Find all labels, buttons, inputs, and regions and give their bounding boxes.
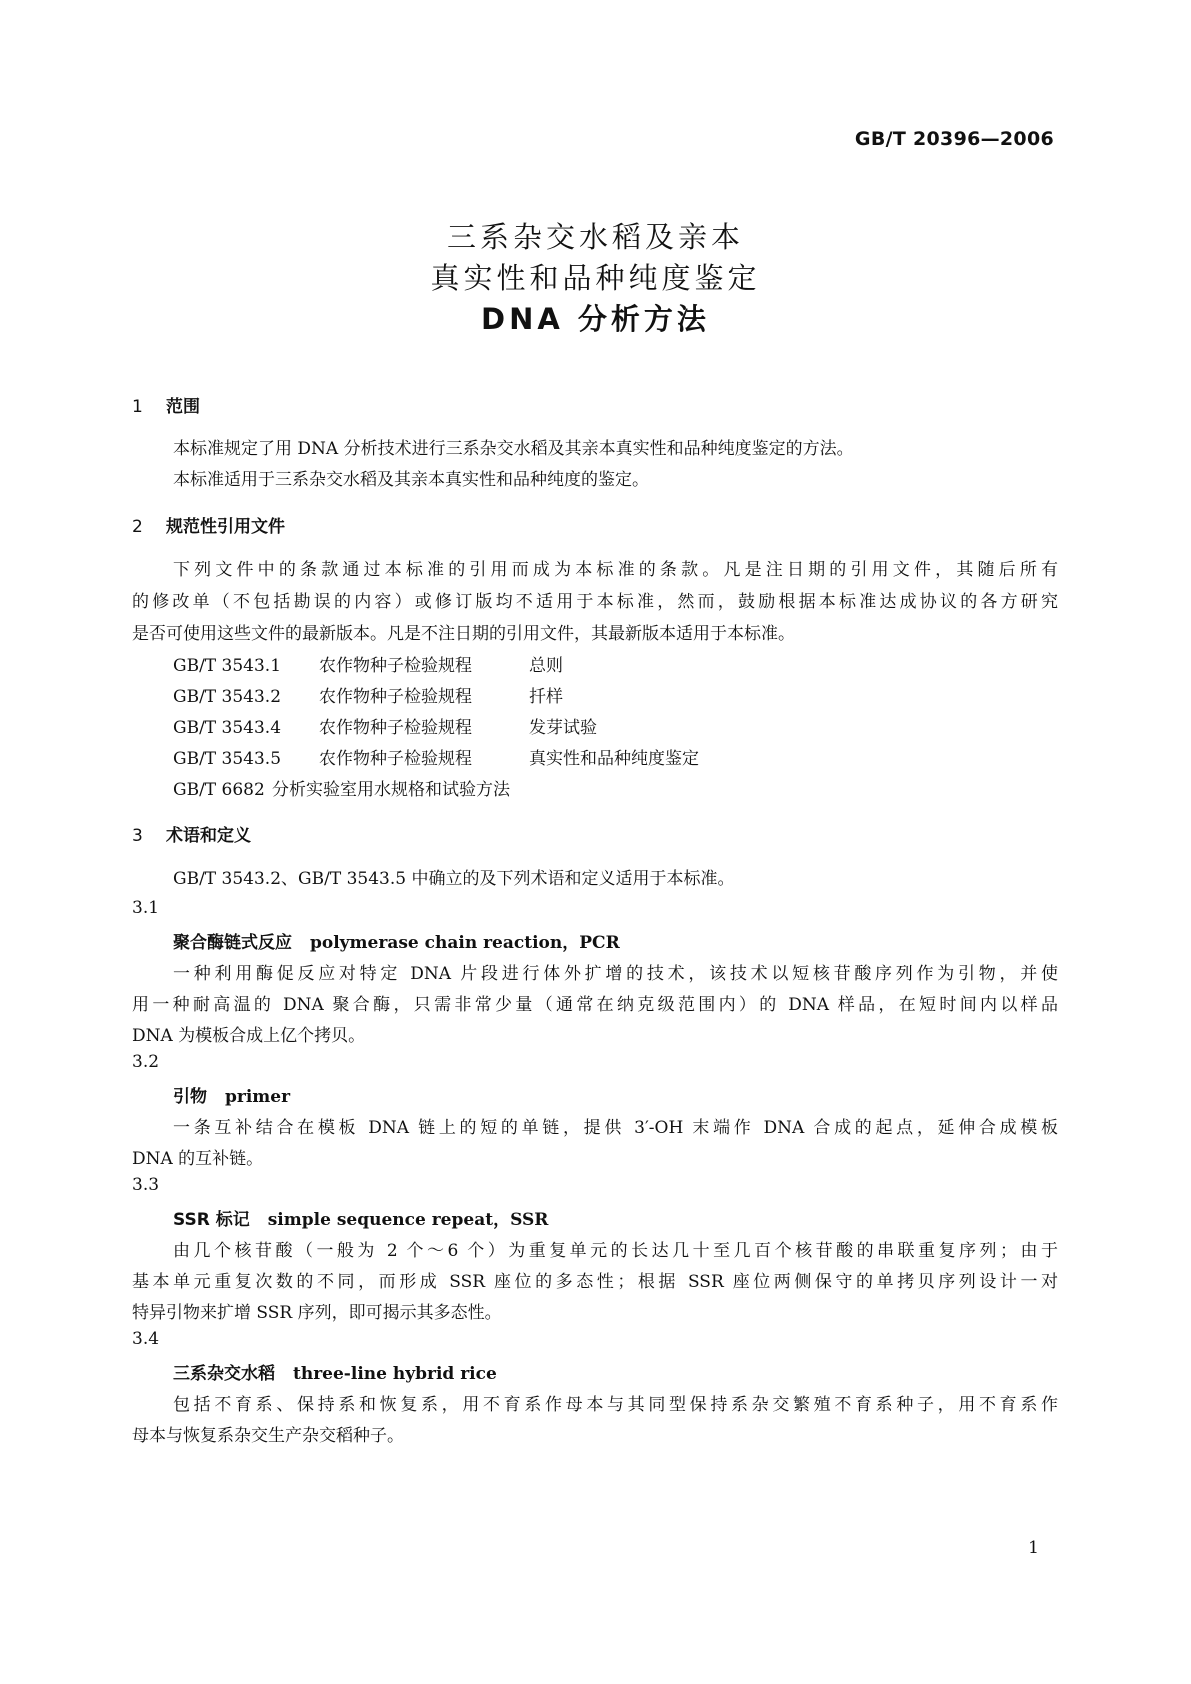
paragraph: GB/T 3543.2、GB/T 3543.5 中确立的及下列术语和定义适用于本标准。 [173, 869, 735, 889]
title-line-2: 真实性和品种纯度鉴定 [430, 261, 761, 295]
term-zh: 三系杂交水稻 [173, 1364, 275, 1384]
reference-subtitle: 总则 [529, 656, 563, 676]
definition-line: 母本与恢复系杂交生产杂交稻种子。 [132, 1426, 404, 1446]
reference-item [173, 775, 510, 800]
term-zh: 聚合酶链式反应 [173, 933, 292, 953]
definition-line: 由几个核苷酸（一般为 2 个～6 个）为重复单元的长达几十至几百个核苷酸的串联重复序列；由于 [173, 1241, 1058, 1261]
reference-item [173, 744, 699, 769]
section-2-heading [132, 512, 285, 537]
term-number: 3.3 [132, 1175, 160, 1195]
definition-line: 特异引物来扩增 SSR 序列，即可揭示其多态性。 [132, 1303, 502, 1323]
section-title: 术语和定义 [166, 826, 251, 846]
reference-code: GB/T 3543.4 [173, 718, 282, 738]
term-heading [173, 928, 620, 953]
reference-title: 农作物种子检验规程 [319, 687, 472, 707]
reference-item [173, 682, 563, 707]
paragraph: 本标准规定了用 DNA 分析技术进行三系杂交水稻及其亲本真实性和品种纯度鉴定的方法。 [173, 439, 854, 459]
reference-code: GB/T 3543.2 [173, 687, 282, 707]
paragraph-line: 下列文件中的条款通过本标准的引用而成为本标准的条款。凡是注日期的引用文件，其随后所有 [173, 560, 1058, 580]
term-number: 3.4 [132, 1329, 160, 1349]
section-1-heading [132, 392, 200, 417]
term-heading [173, 1359, 497, 1384]
section-title: 规范性引用文件 [166, 517, 285, 537]
reference-subtitle: 真实性和品种纯度鉴定 [529, 749, 699, 769]
definition-line: 包括不育系、保持系和恢复系，用不育系作母本与其同型保持系杂交繁殖不育系种子，用不育系作 [173, 1395, 1058, 1415]
term-heading [173, 1082, 290, 1107]
paragraph-line: 的修改单（不包括勘误的内容）或修订版均不适用于本标准，然而，鼓励根据本标准达成协议的各方研究 [132, 592, 1058, 612]
section-number: 2 [132, 517, 143, 537]
paragraph-line: 是否可使用这些文件的最新版本。凡是不注日期的引用文件，其最新版本适用于本标准。 [132, 624, 795, 644]
definition-line: DNA 为模板合成上亿个拷贝。 [132, 1026, 366, 1046]
reference-code: GB/T 6682 [173, 780, 265, 800]
reference-title: 农作物种子检验规程 [319, 656, 472, 676]
reference-title: 分析实验室用水规格和试验方法 [272, 780, 510, 800]
term-zh: SSR 标记 [173, 1210, 250, 1230]
definition-line: DNA 的互补链。 [132, 1149, 264, 1169]
term-en: polymerase chain reaction，PCR [310, 933, 620, 953]
reference-subtitle: 扦样 [529, 687, 563, 707]
term-en: primer [225, 1087, 291, 1107]
reference-title: 农作物种子检验规程 [319, 718, 472, 738]
section-number: 1 [132, 397, 143, 417]
paragraph: 本标准适用于三系杂交水稻及其亲本真实性和品种纯度的鉴定。 [173, 470, 649, 490]
term-en: simple sequence repeat，SSR [267, 1210, 549, 1230]
reference-item [173, 651, 563, 676]
reference-subtitle: 发芽试验 [529, 718, 597, 738]
section-number: 3 [132, 826, 143, 846]
reference-item [173, 713, 597, 738]
term-en: three-line hybrid rice [293, 1364, 497, 1384]
definition-line: 一种利用酶促反应对特定 DNA 片段进行体外扩增的技术，该技术以短核苷酸序列作为引物，并使 [173, 964, 1058, 984]
term-number: 3.1 [132, 898, 160, 918]
title-line-3: DNA 分析方法 [481, 302, 710, 336]
reference-title: 农作物种子检验规程 [319, 749, 472, 769]
definition-line: 一条互补结合在模板 DNA 链上的短的单链，提供 3′-OH 末端作 DNA 合成的起点，延伸合成模板 [173, 1118, 1058, 1138]
page-number: 1 [1028, 1538, 1039, 1558]
standard-code: GB/T 20396—2006 [854, 128, 1054, 150]
section-title: 范围 [166, 397, 200, 417]
term-number: 3.2 [132, 1052, 160, 1072]
section-3-heading [132, 821, 251, 846]
definition-line: 基本单元重复次数的不同，而形成 SSR 座位的多态性；根据 SSR 座位两侧保守的单拷贝序列设计一对 [132, 1272, 1058, 1292]
definition-line: 用一种耐高温的 DNA 聚合酶，只需非常少量（通常在纳克级范围内）的 DNA 样品，在短时间内以样品 [132, 995, 1058, 1015]
term-heading [173, 1205, 548, 1230]
reference-code: GB/T 3543.5 [173, 749, 282, 769]
reference-code: GB/T 3543.1 [173, 656, 282, 676]
title-line-1: 三系杂交水稻及亲本 [446, 220, 744, 254]
term-zh: 引物 [173, 1087, 207, 1107]
